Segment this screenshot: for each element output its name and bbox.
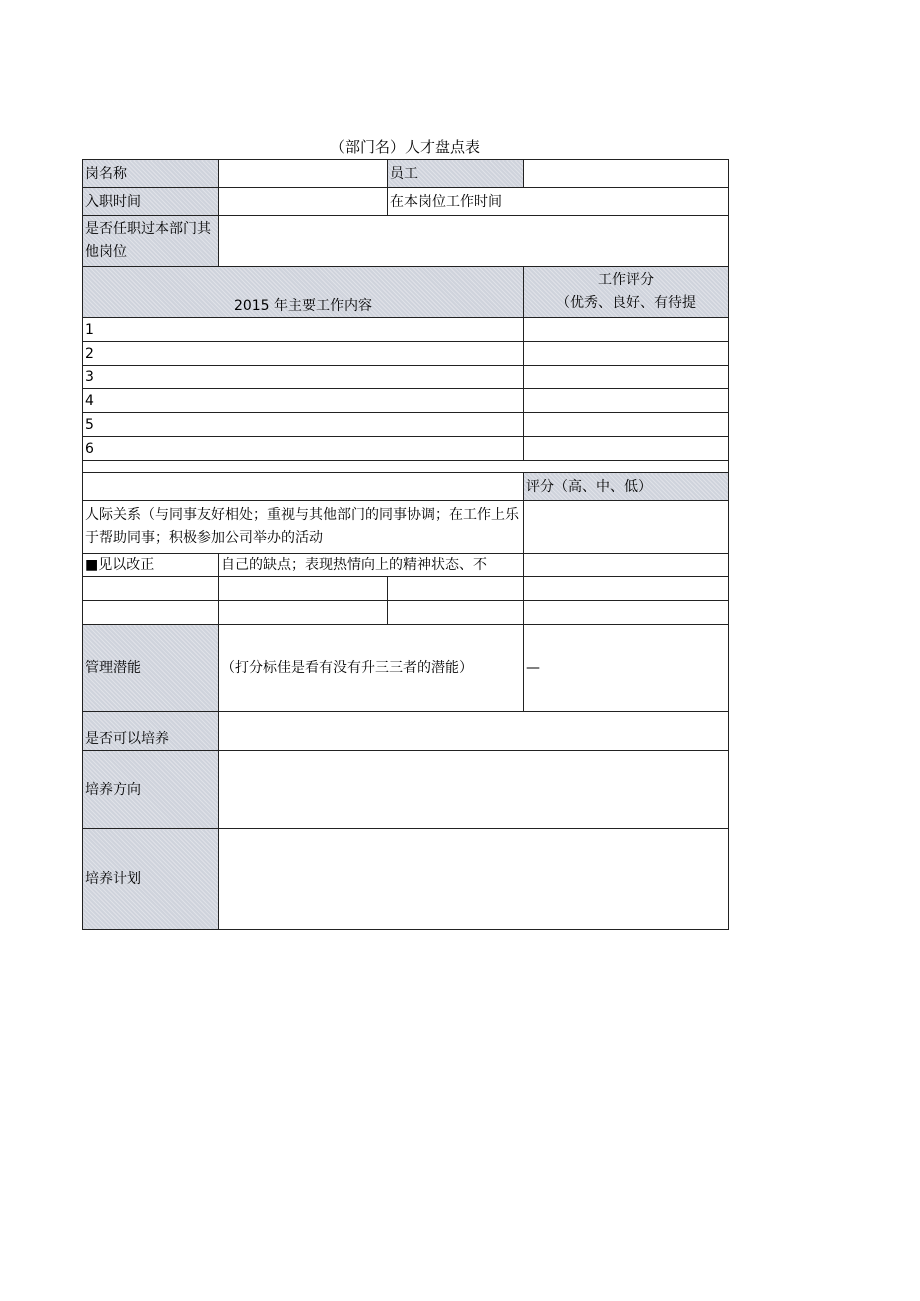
work-item-number[interactable]: 4	[83, 389, 524, 413]
spacer-row	[83, 461, 729, 473]
row-train-plan	[83, 829, 729, 930]
row-main-work-header	[83, 267, 729, 318]
form-title: （部门名）人才盘点表	[329, 138, 480, 156]
row-can-train	[83, 712, 729, 751]
work-item-number[interactable]: 1	[83, 318, 524, 342]
work-item-rating[interactable]	[524, 366, 729, 389]
row-train-direction	[83, 751, 729, 829]
blank-cell[interactable]	[219, 601, 388, 625]
hire-date-label: 入职时间	[83, 188, 219, 216]
spacer-cell	[83, 461, 729, 473]
management-potential-label: 管理潜能	[83, 625, 219, 712]
row-post-name	[83, 160, 729, 188]
train-plan-field[interactable]	[219, 829, 729, 930]
other-posts-field[interactable]	[219, 216, 729, 267]
blank-cell[interactable]	[219, 577, 388, 601]
row-rating-hml-header	[83, 473, 729, 501]
time-in-post-field[interactable]: 在本岗位工作时间	[388, 188, 729, 216]
interpersonal-text: 人际关系（与同事友好相处；重视与其他部门的同事协调；在工作上乐于帮助同事；积极参加公司举办的活动	[83, 501, 524, 554]
rating-hml-blank	[83, 473, 524, 501]
post-name-field[interactable]	[219, 160, 388, 188]
blank-cell[interactable]	[524, 577, 729, 601]
work-rating-header	[524, 267, 729, 318]
train-direction-label: 培养方向	[83, 751, 219, 829]
post-name-label: 岗名称	[83, 160, 219, 188]
can-train-field[interactable]	[219, 712, 729, 751]
main-work-header: 2015 年主要工作内容	[83, 267, 524, 318]
can-train-label: 是否可以培养	[83, 712, 219, 751]
work-item-rating[interactable]	[524, 437, 729, 461]
potential-note: （打分标佳是看有没有升三三者的潜能）	[219, 625, 524, 712]
work-item-rating[interactable]	[524, 318, 729, 342]
hire-date-field[interactable]	[219, 188, 388, 216]
work-item-row	[83, 366, 729, 389]
interpersonal-rating[interactable]	[524, 501, 729, 554]
row-other-posts	[83, 216, 729, 267]
work-item-number[interactable]: 6	[83, 437, 524, 461]
employee-label: 员工	[388, 160, 524, 188]
work-rating-options: （优秀、良好、有待提	[556, 295, 696, 311]
row-interpersonal	[83, 501, 729, 554]
flaws-left-text: ■见以改正	[83, 554, 219, 577]
blank-row	[83, 601, 729, 625]
work-item-number[interactable]: 5	[83, 413, 524, 437]
row-management-potential	[83, 625, 729, 712]
flaws-rating[interactable]	[524, 554, 729, 577]
blank-cell[interactable]	[388, 601, 524, 625]
flaws-mid-text: 自己的缺点；表现热情向上的精神状态、不	[219, 554, 524, 577]
row-flaws	[83, 554, 729, 577]
talent-review-table	[82, 159, 729, 930]
blank-cell[interactable]	[83, 577, 219, 601]
work-item-row	[83, 389, 729, 413]
work-rating-title: 工作评分	[598, 272, 654, 288]
blank-row	[83, 577, 729, 601]
train-direction-field[interactable]	[219, 751, 729, 829]
employee-field[interactable]	[524, 160, 729, 188]
work-item-rating[interactable]	[524, 413, 729, 437]
work-item-rating[interactable]	[524, 389, 729, 413]
work-item-row	[83, 342, 729, 366]
work-item-number[interactable]: 2	[83, 342, 524, 366]
blank-cell[interactable]	[524, 601, 729, 625]
work-item-row	[83, 413, 729, 437]
rating-hml-header: 评分（高、中、低）	[524, 473, 729, 501]
row-hire-date	[83, 188, 729, 216]
blank-cell[interactable]	[83, 601, 219, 625]
blank-cell[interactable]	[388, 577, 524, 601]
work-item-row	[83, 318, 729, 342]
train-plan-label: 培养计划	[83, 829, 219, 930]
potential-mark[interactable]: —	[524, 625, 729, 712]
work-item-row	[83, 437, 729, 461]
work-item-rating[interactable]	[524, 342, 729, 366]
other-posts-label: 是否任职过本部门其他岗位	[83, 216, 219, 267]
work-item-number[interactable]: 3	[83, 366, 524, 389]
